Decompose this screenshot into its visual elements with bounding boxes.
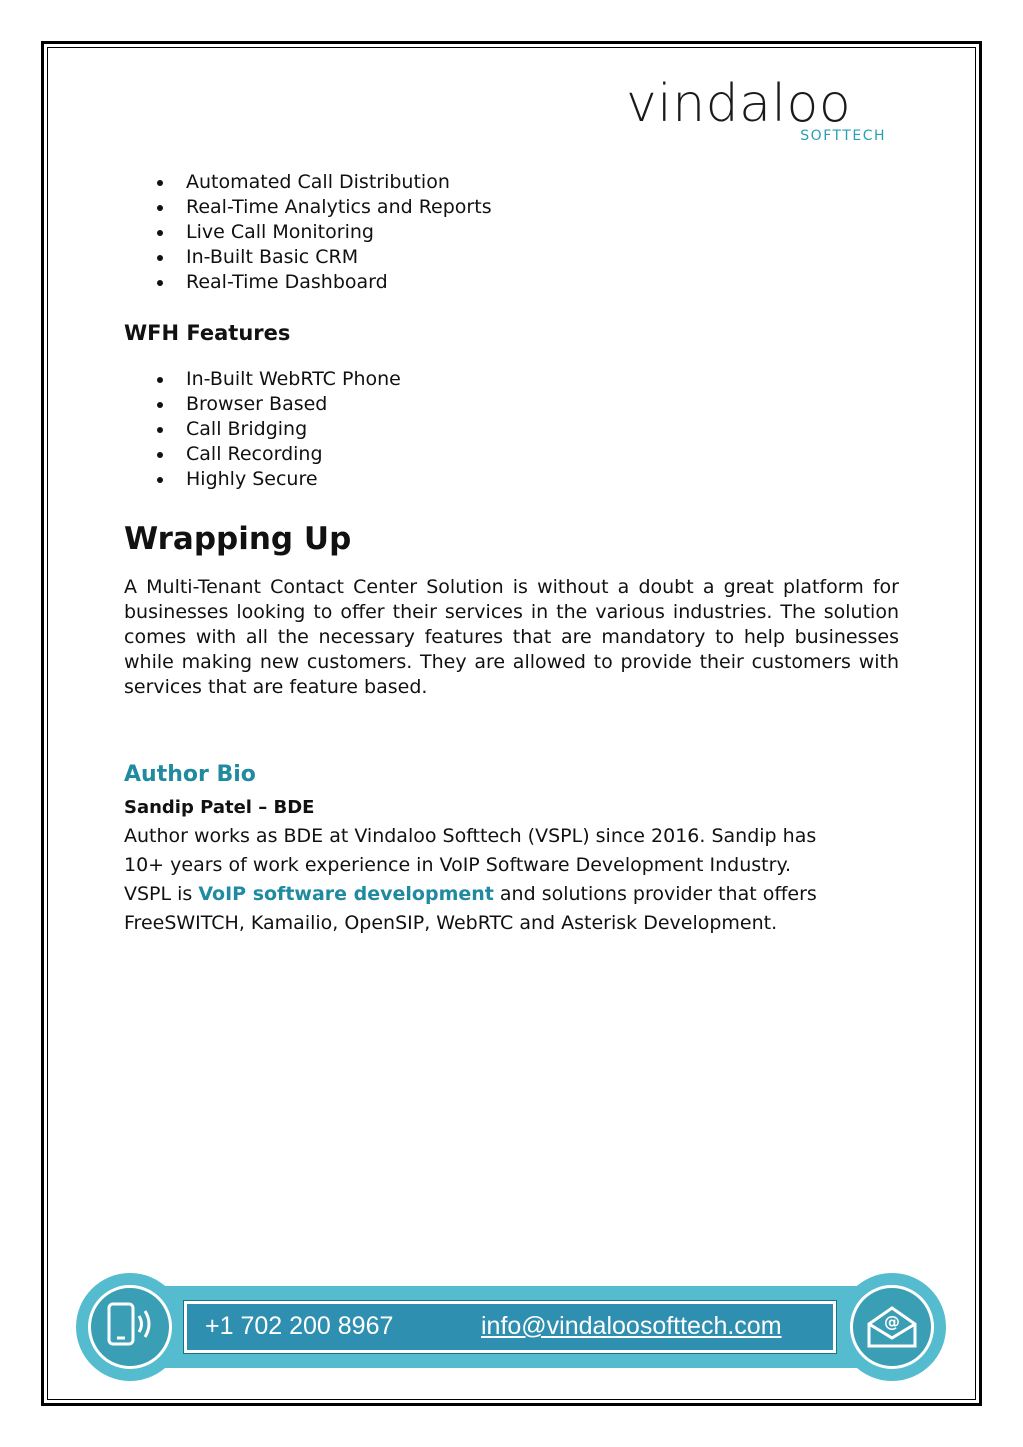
logo-subtitle: SOFTTECH [800, 128, 886, 144]
list-item: Browser Based [124, 392, 401, 417]
list-item: Live Call Monitoring [124, 220, 492, 245]
list-item: Call Bridging [124, 417, 401, 442]
list-item: Call Recording [124, 442, 401, 467]
email-link[interactable]: info@vindaloosofttech.com [481, 1312, 782, 1340]
email-badge [838, 1273, 946, 1381]
voip-development-link[interactable]: VoIP software development [198, 883, 494, 905]
phone-badge [76, 1273, 184, 1381]
company-logo [626, 74, 888, 150]
wrapping-up-paragraph: A Multi-Tenant Contact Center Solution is without a doubt a great platform for businesses looking to offer their services in the various industries. The solution comes with all the necessary features that are mandatory to help businesses while making new customers. They are allowed to provide their customers with services that are feature based. [124, 576, 899, 698]
list-item: Real-Time Analytics and Reports [124, 195, 492, 220]
bio-line: VSPL is [124, 883, 199, 905]
list-item: In-Built WebRTC Phone [124, 367, 401, 392]
list-item: Highly Secure [124, 467, 401, 492]
wrapping-up-heading: Wrapping Up [124, 521, 352, 557]
author-name: Sandip Patel – BDE [124, 797, 315, 818]
list-item: In-Built Basic CRM [124, 245, 492, 270]
wfh-feature-list [124, 367, 401, 492]
list-item: Automated Call Distribution [124, 170, 492, 195]
email-icon [853, 1288, 931, 1366]
bio-line: FreeSWITCH, Kamailio, OpenSIP, WebRTC and Asterisk Development. [124, 912, 778, 934]
author-bio-heading: Author Bio [124, 762, 256, 787]
contact-info-box [184, 1301, 836, 1353]
svg-text:@: @ [884, 1312, 900, 1331]
phone-number[interactable]: +1 702 200 8967 [205, 1312, 394, 1340]
list-item: Real-Time Dashboard [124, 270, 492, 295]
feature-list [124, 170, 492, 295]
phone-icon [91, 1288, 169, 1366]
bio-line: Author works as BDE at Vindaloo Softtech (VSPL) since 2016. Sandip has [124, 825, 817, 847]
wfh-heading: WFH Features [124, 321, 291, 345]
author-bio-text [124, 822, 914, 938]
logo-wordmark: vindaloo [626, 74, 852, 134]
bio-line: 10+ years of work experience in VoIP Software Development Industry. [124, 854, 792, 876]
bio-line: and solutions provider that offers [493, 883, 817, 905]
